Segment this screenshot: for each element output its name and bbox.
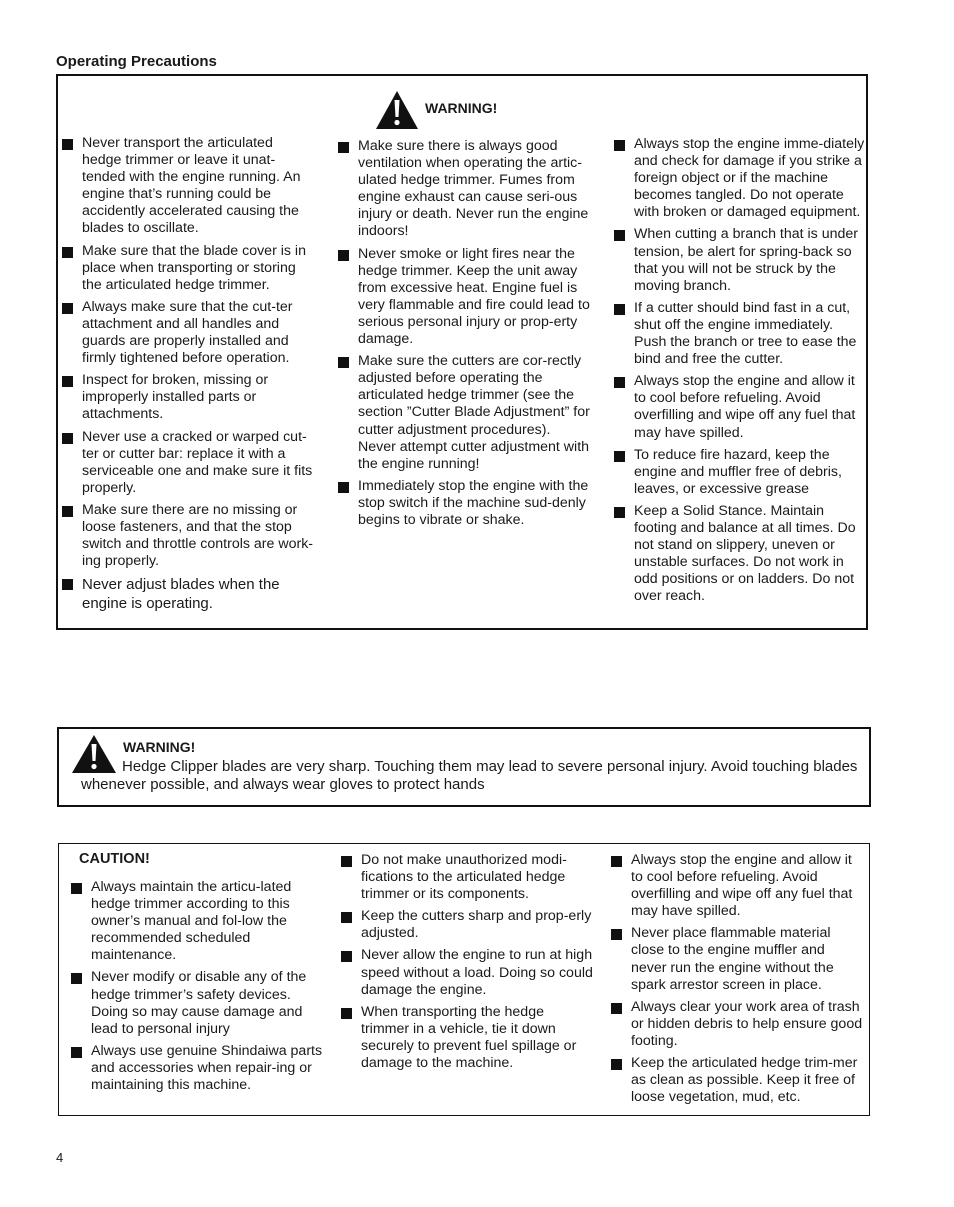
list-item: Never place flammable material close to the engine muffler and never run the engine without the spark arrestor screen in place.	[611, 925, 863, 993]
list-item: If a cutter should bind fast in a cut, shut off the engine immediately. Push the branch or tree to ease the bind and free the cutter.	[614, 300, 866, 368]
warning-box-blades	[57, 727, 871, 807]
square-bullet-icon	[614, 140, 625, 151]
caution-label: CAUTION!	[79, 851, 150, 867]
list-item: Always make sure that the cut-ter attachment and all handles and guards are properly installed and firmly tightened before operation.	[62, 299, 314, 367]
square-bullet-icon	[614, 377, 625, 388]
list-item: Never transport the articulated hedge trimmer or leave it unat-tended with the engine running. An engine that’s running could be accidently accelerated causing the blades to oscillate.	[62, 135, 314, 238]
square-bullet-icon	[341, 951, 352, 962]
warning-label: WARNING!	[425, 100, 498, 116]
warning-label: WARNING!	[123, 739, 196, 755]
square-bullet-icon	[338, 357, 349, 368]
list-item: Never allow the engine to run at high speed without a load. Doing so could damage the engine.	[341, 947, 593, 998]
section-title: Operating Precautions	[56, 53, 217, 70]
list-item: Keep a Solid Stance. Maintain footing and balance at all times. Do not stand on slippery, uneven or unstable surfaces. Do not work in odd positions or on ladders. Do not over reach.	[614, 503, 866, 606]
square-bullet-icon	[614, 451, 625, 462]
caution-box	[58, 843, 870, 1116]
list-item: Inspect for broken, missing or improperly installed parts or attachments.	[62, 372, 314, 423]
list-item: Immediately stop the engine with the stop switch if the machine sud-denly begins to vibrate or shake.	[338, 478, 590, 529]
list-item: Always stop the engine and allow it to cool before refueling. Avoid overfilling and wipe off any fuel that may have spilled.	[614, 373, 866, 441]
square-bullet-icon	[614, 507, 625, 518]
warning-header	[375, 90, 497, 130]
list-item: Do not make unauthorized modi-fications to the articulated hedge trimmer or its components.	[341, 852, 593, 903]
warning-text: Hedge Clipper blades are very sharp. Touching them may lead to severe personal injury. Avoid touching blades whenever possible, and always wear gloves to protect hands	[81, 758, 858, 793]
list-item: Make sure the cutters are cor-rectly adjusted before operating the articulated hedge trimmer (see the section ”Cutter Blade Adjustment” for cutter adjustment procedures). Never attempt cutter adjustment with the engine running!	[338, 353, 590, 473]
warning-column-3	[614, 136, 866, 610]
list-item: Keep the cutters sharp and prop-erly adjusted.	[341, 908, 593, 942]
warning-column-1	[62, 135, 314, 618]
square-bullet-icon	[338, 482, 349, 493]
square-bullet-icon	[62, 506, 73, 517]
square-bullet-icon	[611, 1059, 622, 1070]
list-item: Never modify or disable any of the hedge trimmer’s safety devices. Doing so may cause damage and lead to personal injury	[71, 969, 323, 1037]
list-item: When transporting the hedge trimmer in a vehicle, tie it down securely to prevent fuel spillage or damage to the machine.	[341, 1004, 593, 1072]
list-item: Always clear your work area of trash or hidden debris to help ensure good footing.	[611, 999, 863, 1050]
square-bullet-icon	[341, 912, 352, 923]
list-item: Always stop the engine imme-diately and check for damage if you strike a foreign object or if the machine becomes tangled. Do not operate with broken or damaged equipment.	[614, 136, 866, 221]
square-bullet-icon	[62, 376, 73, 387]
caution-column-3	[611, 852, 863, 1111]
square-bullet-icon	[614, 304, 625, 315]
list-item: Never adjust blades when the engine is operating.	[62, 575, 314, 613]
square-bullet-icon	[611, 1003, 622, 1014]
warning-column-2	[338, 138, 590, 534]
warning-box-operating	[56, 74, 868, 630]
list-item: Always stop the engine and allow it to cool before refueling. Avoid overfilling and wipe off any fuel that may have spilled.	[611, 852, 863, 920]
square-bullet-icon	[62, 579, 73, 590]
caution-column-2	[341, 852, 593, 1077]
list-item: Keep the articulated hedge trim-mer as clean as possible. Keep it free of loose vegetation, mud, etc.	[611, 1055, 863, 1106]
square-bullet-icon	[71, 883, 82, 894]
list-item: Never smoke or light fires near the hedge trimmer. Keep the unit away from excessive heat. Engine fuel is very flammable and fire could lead to serious personal injury or prop-erty damage.	[338, 246, 590, 349]
list-item: To reduce fire hazard, keep the engine and muffler free of debris, leaves, or excessive grease	[614, 447, 866, 498]
list-item: Never use a cracked or warped cut-ter or cutter bar: replace it with a serviceable one and make sure it fits properly.	[62, 429, 314, 497]
square-bullet-icon	[62, 433, 73, 444]
square-bullet-icon	[62, 303, 73, 314]
list-item: Make sure there are no missing or loose fasteners, and that the stop switch and throttle controls are work-ing properly.	[62, 502, 314, 570]
square-bullet-icon	[611, 929, 622, 940]
square-bullet-icon	[62, 247, 73, 258]
list-item: Make sure there is always good ventilation when operating the artic-ulated hedge trimmer. Fumes from engine exhaust can cause seri-ous injury or death. Never run the engine indoors!	[338, 138, 590, 241]
square-bullet-icon	[614, 230, 625, 241]
square-bullet-icon	[341, 856, 352, 867]
square-bullet-icon	[341, 1008, 352, 1019]
square-bullet-icon	[611, 856, 622, 867]
square-bullet-icon	[71, 973, 82, 984]
square-bullet-icon	[62, 139, 73, 150]
caution-column-1	[71, 879, 323, 1099]
page-number: 4	[56, 1150, 64, 1165]
warning-triangle-icon	[375, 90, 419, 130]
list-item: When cutting a branch that is under tension, be alert for spring-back so that you will not be struck by the moving branch.	[614, 226, 866, 294]
square-bullet-icon	[71, 1047, 82, 1058]
square-bullet-icon	[338, 142, 349, 153]
list-item: Always maintain the articu-lated hedge trimmer according to this owner’s manual and fol-low the recommended scheduled maintenance.	[71, 879, 323, 964]
list-item: Make sure that the blade cover is in place when transporting or storing the articulated hedge trimmer.	[62, 243, 314, 294]
square-bullet-icon	[338, 250, 349, 261]
list-item: Always use genuine Shindaiwa parts and accessories when repair-ing or maintaining this machine.	[71, 1043, 323, 1094]
